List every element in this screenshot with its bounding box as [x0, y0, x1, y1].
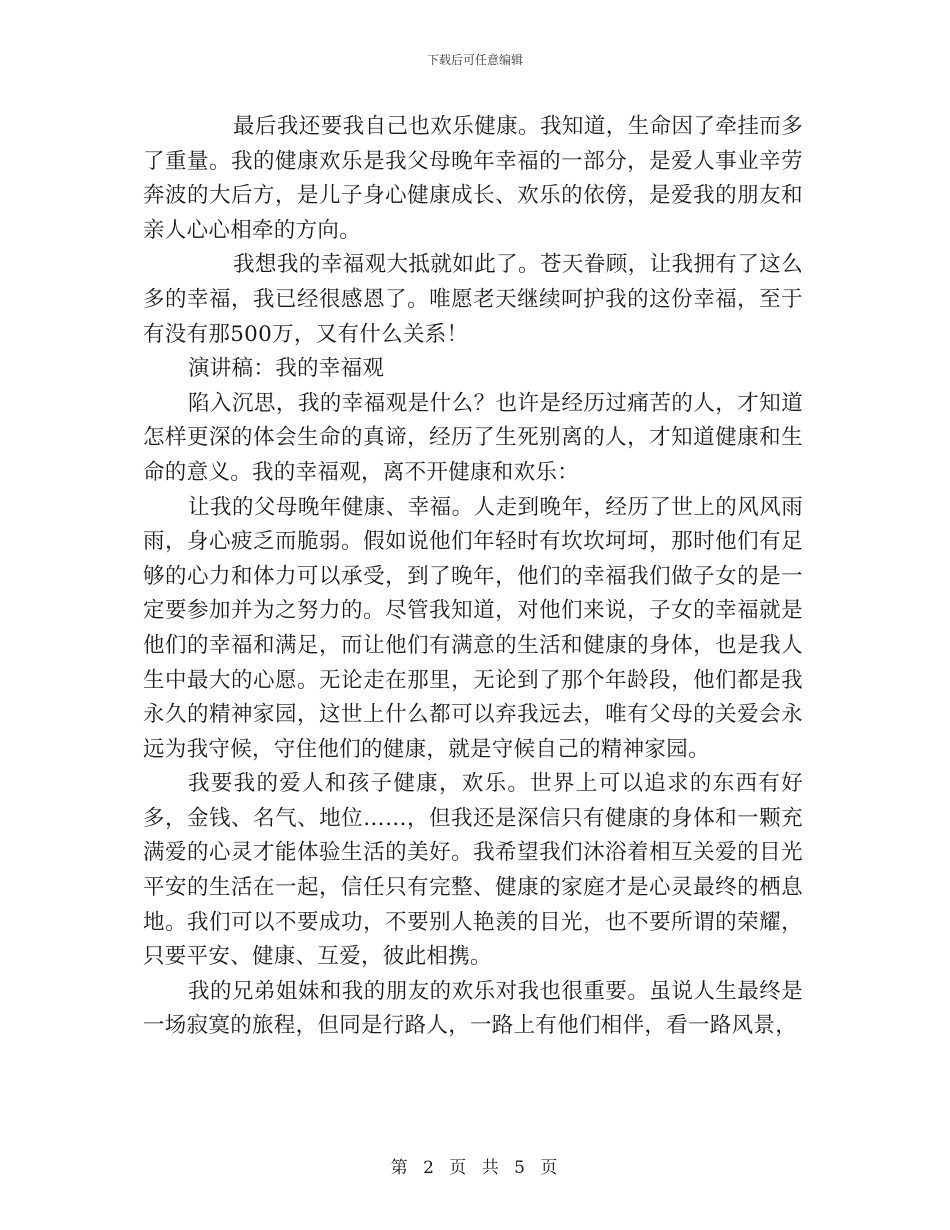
section-heading: 演讲稿：我的幸福观 [188, 356, 385, 382]
document-body [143, 110, 803, 1044]
paragraph: 我想我的幸福观大抵就如此了。苍天眷顾，让我拥有了这么多的幸福，我已经很感恩了。唯愿老天继续呵护我的这份幸福，至于有没有那500万，又有什么关系！ [143, 252, 803, 347]
page-number-footer: 第 2 页 共 5 页 [390, 1158, 560, 1178]
paragraph: 我要我的爱人和孩子健康，欢乐。世界上可以追求的东西有好多，金钱、名气、地位……，但我还是深信只有健康的身体和一颗充满爱的心灵才能体验生活的美好。我希望我们沐浴着相互关爱的目光平安的生活在一起，信任只有完整、健康的家庭才是心灵最终的栖息地。我们可以不要成功，不要别人艳羡的目光，也不要所谓的荣耀，只要平安、健康、互爱，彼此相携。 [143, 771, 803, 970]
paragraph: 让我的父母晚年健康、幸福。人走到晚年，经历了世上的风风雨雨，身心疲乏而脆弱。假如说他们年轻时有坎坎坷坷，那时他们有足够的心力和体力可以承受，到了晚年，他们的幸福我们做子女的是一定要参加并为之努力的。尽管我知道，对他们来说，子女的幸福就是他们的幸福和满足，而让他们有满意的生活和健康的身体，也是我人生中最大的心愿。无论走在那里，无论到了那个年龄段，他们都是我永久的精神家园，这世上什么都可以弃我远去，唯有父母的关爱会永远为我守候，守住他们的健康，就是守候自己的精神家园。 [143, 494, 803, 762]
page-header-note: 下载后可任意编辑 [426, 53, 523, 67]
paragraph: 陷入沉思，我的幸福观是什么？也许是经历过痛苦的人，才知道怎样更深的体会生命的真谛，经历了生死别离的人，才知道健康和生命的意义。我的幸福观，离不开健康和欢乐： [143, 390, 803, 485]
paragraph: 最后我还要我自己也欢乐健康。我知道，生命因了牵挂而多了重量。我的健康欢乐是我父母晚年幸福的一部分，是爱人事业辛劳奔波的大后方，是儿子身心健康成长、欢乐的依傍，是爱我的朋友和亲人心心相牵的方向。 [143, 114, 803, 243]
paragraph: 我的兄弟姐妹和我的朋友的欢乐对我也很重要。虽说人生最终是一场寂寞的旅程，但同是行路人，一路上有他们相伴，看一路风景， [143, 978, 803, 1039]
